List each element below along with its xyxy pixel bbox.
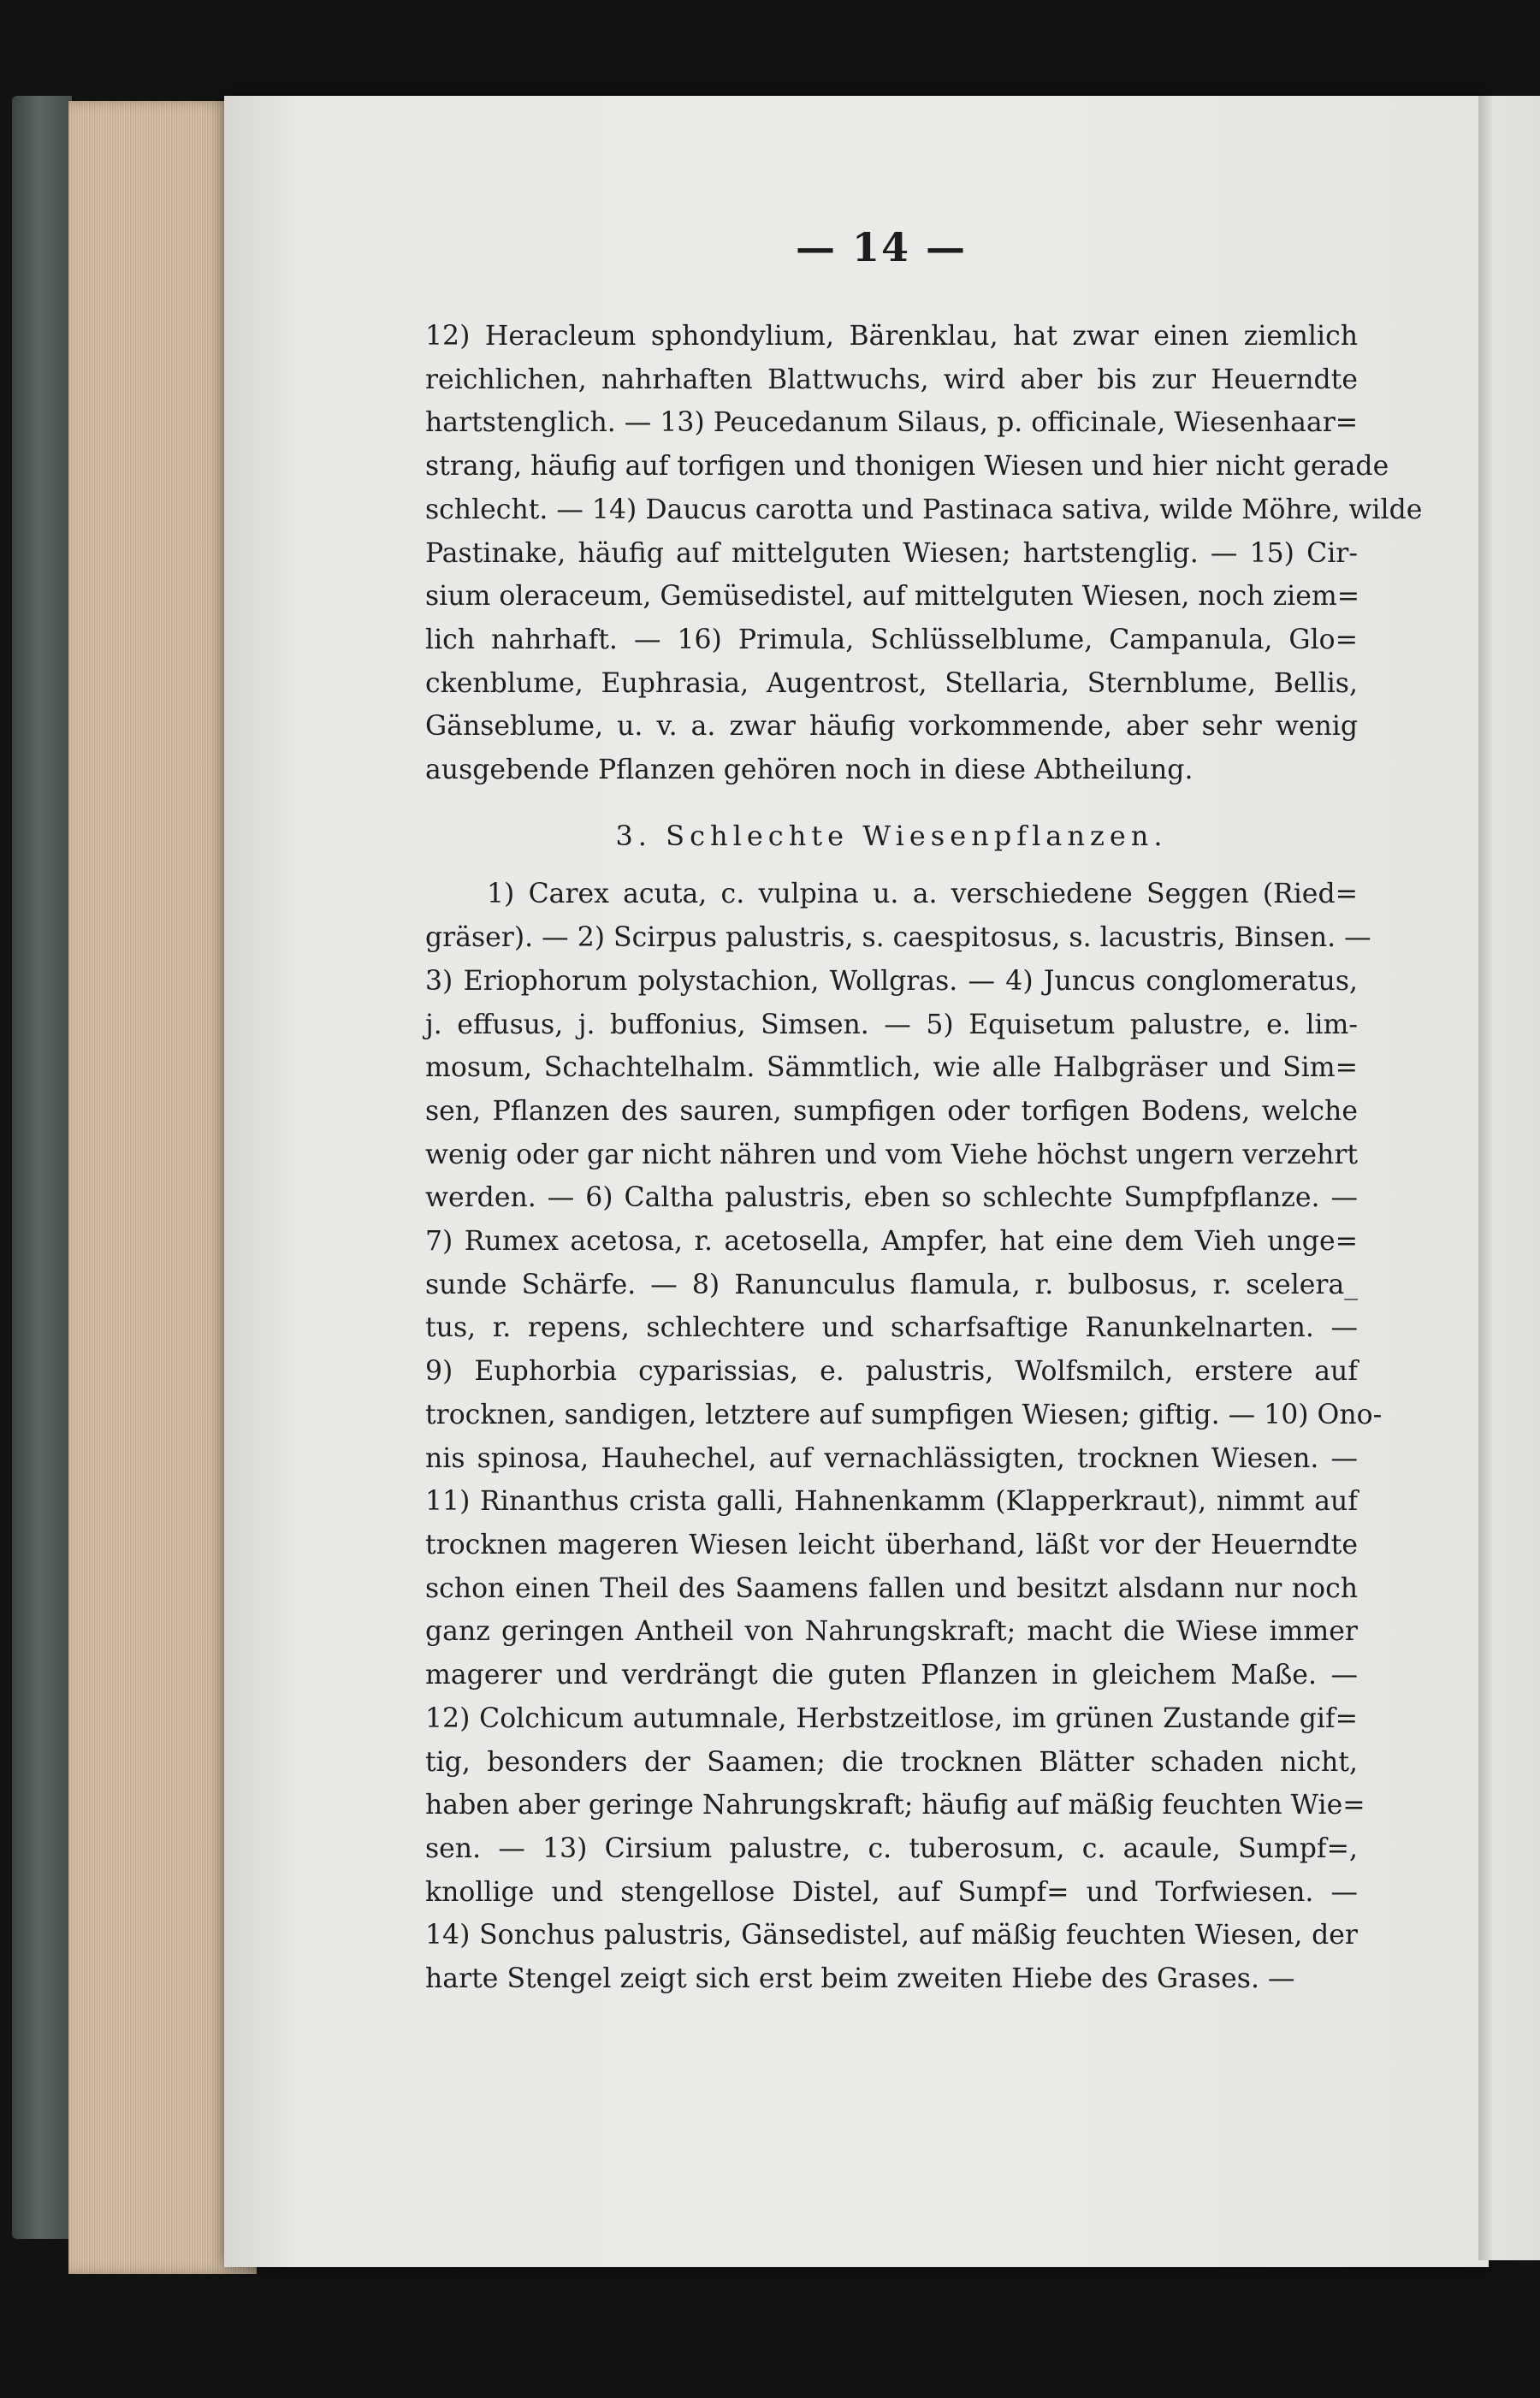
- text-line: 9) Euphorbia cyparissias, e. palustris, Wolfsmilch, erstere auf: [425, 1356, 1358, 1388]
- text-line: strang, häufig auf torfigen und thonigen Wiesen und hier nicht gerade: [425, 451, 1389, 483]
- text-line: gräser). — 2) Scirpus palustris, s. caespitosus, s. lacustris, Binsen. —: [425, 922, 1371, 954]
- text-line: 11) Rinanthus crista galli, Hahnenkamm (Klapperkraut), nimmt auf: [425, 1486, 1358, 1518]
- facing-page-edge: [1478, 96, 1540, 2260]
- text-line: lich nahrhaft. — 16) Primula, Schlüsselblume, Campanula, Glo=: [425, 624, 1358, 655]
- text-line: schon einen Theil des Saamens fallen und besitzt alsdann nur noch: [425, 1572, 1358, 1604]
- text-line: knollige und stengellose Distel, auf Sumpf= und Torfwiesen. —: [425, 1876, 1358, 1908]
- section-heading: 3. Schlechte Wiesenpflanzen.: [615, 819, 1168, 852]
- text-line: harte Stengel zeigt sich erst beim zweiten Hiebe des Grases. —: [425, 1963, 1295, 1995]
- text-line: j. effusus, j. buffonius, Simsen. — 5) Equisetum palustre, e. lim-: [425, 1009, 1358, 1040]
- text-line: 14) Sonchus palustris, Gänsedistel, auf mäßig feuchten Wiesen, der: [425, 1920, 1358, 1951]
- text-line: hartstenglich. — 13) Peucedanum Silaus, p. officinale, Wiesenhaar=: [425, 407, 1359, 439]
- text-line: sium oleraceum, Gemüsedistel, auf mittelguten Wiesen, noch ziem=: [425, 581, 1360, 613]
- page-number: — 14 —: [795, 224, 968, 270]
- text-line: sen. — 13) Cirsium palustre, c. tuberosum, c. acaule, Sumpf=,: [425, 1833, 1358, 1864]
- text-line: magerer und verdrängt die guten Pflanzen in gleichem Maße. —: [425, 1660, 1358, 1691]
- text-line: 12) Heracleum sphondylium, Bärenklau, hat zwar einen ziemlich: [425, 321, 1358, 352]
- text-line: haben aber geringe Nahrungskraft; häufig auf mäßig feuchten Wie=: [425, 1790, 1365, 1821]
- text-line: reichlichen, nahrhaften Blattwuchs, wird aber bis zur Heuerndte: [425, 364, 1358, 395]
- book-spine: [12, 96, 72, 2239]
- text-line: ganz geringen Antheil von Nahrungskraft; macht die Wiese immer: [425, 1616, 1358, 1648]
- text-line: trocknen, sandigen, letztere auf sumpfigen Wiesen; giftig. — 10) Ono-: [425, 1399, 1383, 1430]
- text-line: 3) Eriophorum polystachion, Wollgras. — 4) Juncus conglomeratus,: [425, 965, 1358, 997]
- section-bad-meadow-plants: [425, 873, 1383, 2000]
- text-line: tig, besonders der Saamen; die trocknen Blätter schaden nicht,: [425, 1746, 1358, 1778]
- text-line: wenig oder gar nicht nähren und vom Viehe höchst ungern verzehrt: [425, 1139, 1359, 1170]
- text-line: sunde Schärfe. — 8) Ranunculus flamula, r. bulbosus, r. scelera_: [425, 1269, 1358, 1300]
- text-line: 1) Carex acuta, c. vulpina u. a. verschiedene Seggen (Ried=: [487, 879, 1358, 910]
- text-line: mosum, Schachtelhalm. Sämmtlich, wie alle Halbgräser und Sim=: [425, 1052, 1358, 1084]
- section-continued-list: [425, 315, 1423, 792]
- text-line: schlecht. — 14) Daucus carotta und Pastinaca sativa, wilde Möhre, wilde: [425, 494, 1423, 525]
- text-line: ausgebende Pflanzen gehören noch in diese Abtheilung.: [425, 755, 1194, 786]
- text-line: Gänseblume, u. v. a. zwar häufig vorkommende, aber sehr wenig: [425, 711, 1358, 743]
- text-line: trocknen mageren Wiesen leicht überhand, läßt vor der Heuerndte: [425, 1529, 1358, 1560]
- text-line: 12) Colchicum autumnale, Herbstzeitlose, im grünen Zustande gif=: [425, 1702, 1358, 1734]
- text-line: 7) Rumex acetosa, r. acetosella, Ampfer, hat eine dem Vieh unge=: [425, 1226, 1358, 1258]
- text-line: werden. — 6) Caltha palustris, eben so schlechte Sumpfpflanze. —: [425, 1182, 1358, 1214]
- text-line: sen, Pflanzen des sauren, sumpfigen oder torfigen Bodens, welche: [425, 1095, 1358, 1127]
- page-text: [425, 315, 1423, 2001]
- text-line: ckenblume, Euphrasia, Augentrost, Stellaria, Sternblume, Bellis,: [425, 667, 1358, 699]
- text-line: Pastinake, häufig auf mittelguten Wiesen; hartstenglig. — 15) Cir-: [425, 537, 1358, 569]
- text-line: tus, r. repens, schlechtere und scharfsaftige Ranunkelnarten. —: [425, 1312, 1358, 1344]
- text-line: nis spinosa, Hauhechel, auf vernachlässigten, trocknen Wiesen. —: [425, 1442, 1358, 1474]
